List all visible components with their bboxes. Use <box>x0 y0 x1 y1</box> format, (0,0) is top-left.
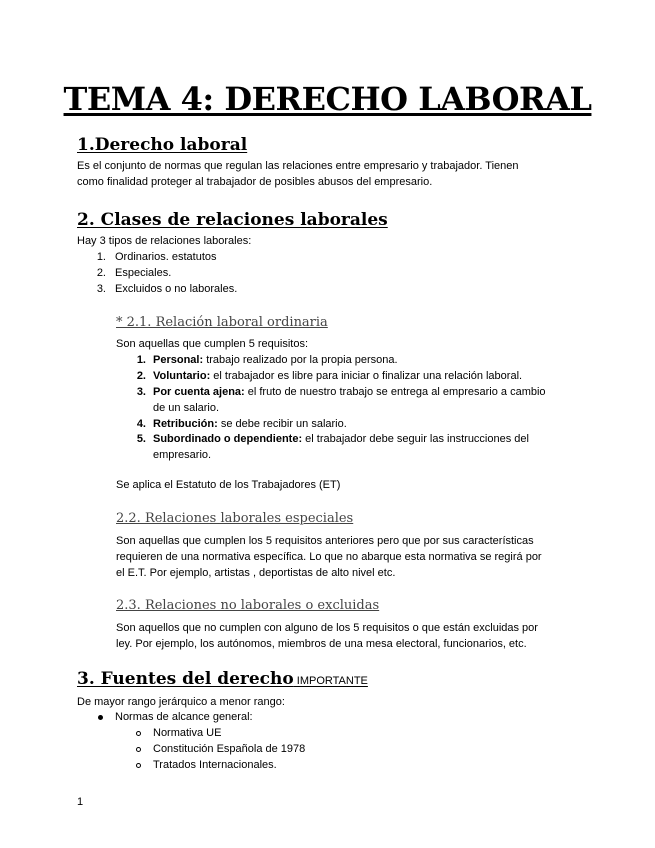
list-item <box>153 384 546 400</box>
bullet-dot-icon <box>98 715 103 720</box>
term: Voluntario: <box>153 370 211 382</box>
section-2-1-note: Se aplica el Estatuto de los Trabajadores (ET) <box>116 479 341 491</box>
section-2-2-heading: 2.2. Relaciones laborales especiales <box>116 511 354 526</box>
section-2-2-line-2: requieren de una normativa específica. Lo que no abarque esta normativa se regirá por <box>116 551 542 563</box>
important-tag: IMPORTANTE <box>293 675 368 687</box>
section-2-1-intro: Son aquellas que cumplen 5 requisitos: <box>116 338 309 350</box>
page-number: 1 <box>77 796 84 808</box>
bullet-circle-icon <box>136 731 141 736</box>
list-item: Especiales. <box>115 267 172 279</box>
list-number: 2. <box>136 370 146 382</box>
section-3-heading <box>77 668 368 692</box>
sub-bullet-item: Constitución Española de 1978 <box>153 743 306 755</box>
bullet-item: Normas de alcance general: <box>115 711 253 723</box>
sub-bullet-item: Normativa UE <box>153 727 222 739</box>
list-item <box>153 431 529 447</box>
term: Retribución: <box>153 418 218 430</box>
list-item: Excluidos o no laborales. <box>115 283 238 295</box>
section-1-line-1: Es el conjunto de normas que regulan las relaciones entre empresario y trabajador. Tienen <box>77 160 519 172</box>
term: Subordinado o dependiente: <box>153 433 303 445</box>
section-2-1-heading: * 2.1. Relación laboral ordinaria <box>116 315 328 330</box>
list-number: 1. <box>96 251 106 263</box>
section-1-heading: 1.Derecho laboral <box>77 135 248 155</box>
definition: trabajo realizado por la propia persona. <box>203 354 398 366</box>
sub-bullet-item: Tratados Internacionales. <box>153 759 277 771</box>
bullet-circle-icon <box>136 763 141 768</box>
definition: se debe recibir un salario. <box>217 418 347 430</box>
section-3-intro: De mayor rango jerárquico a menor rango: <box>77 696 285 708</box>
list-number: 5. <box>136 433 146 445</box>
section-2-3-line-1: Son aquellos que no cumplen con alguno de los 5 requisitos o que están excluidas por <box>116 622 538 634</box>
section-1-line-2: como finalidad proteger al trabajador de posibles abusos del empresario. <box>77 176 433 188</box>
list-number: 3. <box>136 386 146 398</box>
page-title: TEMA 4: DERECHO LABORAL <box>63 80 592 118</box>
section-2-2-line-3: el E.T. Por ejemplo, artistas , deportistas de alto nivel etc. <box>116 567 396 579</box>
section-2-2-line-1: Son aquellas que cumplen los 5 requisitos anteriores pero que por sus características <box>116 535 534 547</box>
list-item <box>153 352 398 368</box>
term: Por cuenta ajena: <box>153 386 245 398</box>
list-item <box>153 416 347 432</box>
bullet-circle-icon <box>136 747 141 752</box>
list-item: Ordinarios. estatutos <box>115 251 217 263</box>
section-2-3-line-2: ley. Por ejemplo, los autónomos, miembros de una mesa electoral, funcionarios, etc. <box>116 638 527 650</box>
list-item-continuation: de un salario. <box>153 402 220 414</box>
list-number: 4. <box>136 418 146 430</box>
list-item <box>153 368 522 384</box>
section-3-heading-text: 3. Fuentes del derecho <box>77 669 294 689</box>
section-2-intro: Hay 3 tipos de relaciones laborales: <box>77 235 252 247</box>
list-number: 2. <box>96 267 106 279</box>
list-item-continuation: empresario. <box>153 449 212 461</box>
term: Personal: <box>153 354 204 366</box>
list-number: 1. <box>136 354 146 366</box>
section-2-heading: 2. Clases de relaciones laborales <box>77 210 388 230</box>
definition: el fruto de nuestro trabajo se entrega al empresario a cambio <box>244 386 546 398</box>
definition: el trabajador debe seguir las instrucciones del <box>302 433 529 445</box>
section-2-3-heading: 2.3. Relaciones no laborales o excluidas <box>116 598 380 613</box>
list-number: 3. <box>96 283 106 295</box>
definition: el trabajador es libre para iniciar o finalizar una relación laboral. <box>210 370 523 382</box>
